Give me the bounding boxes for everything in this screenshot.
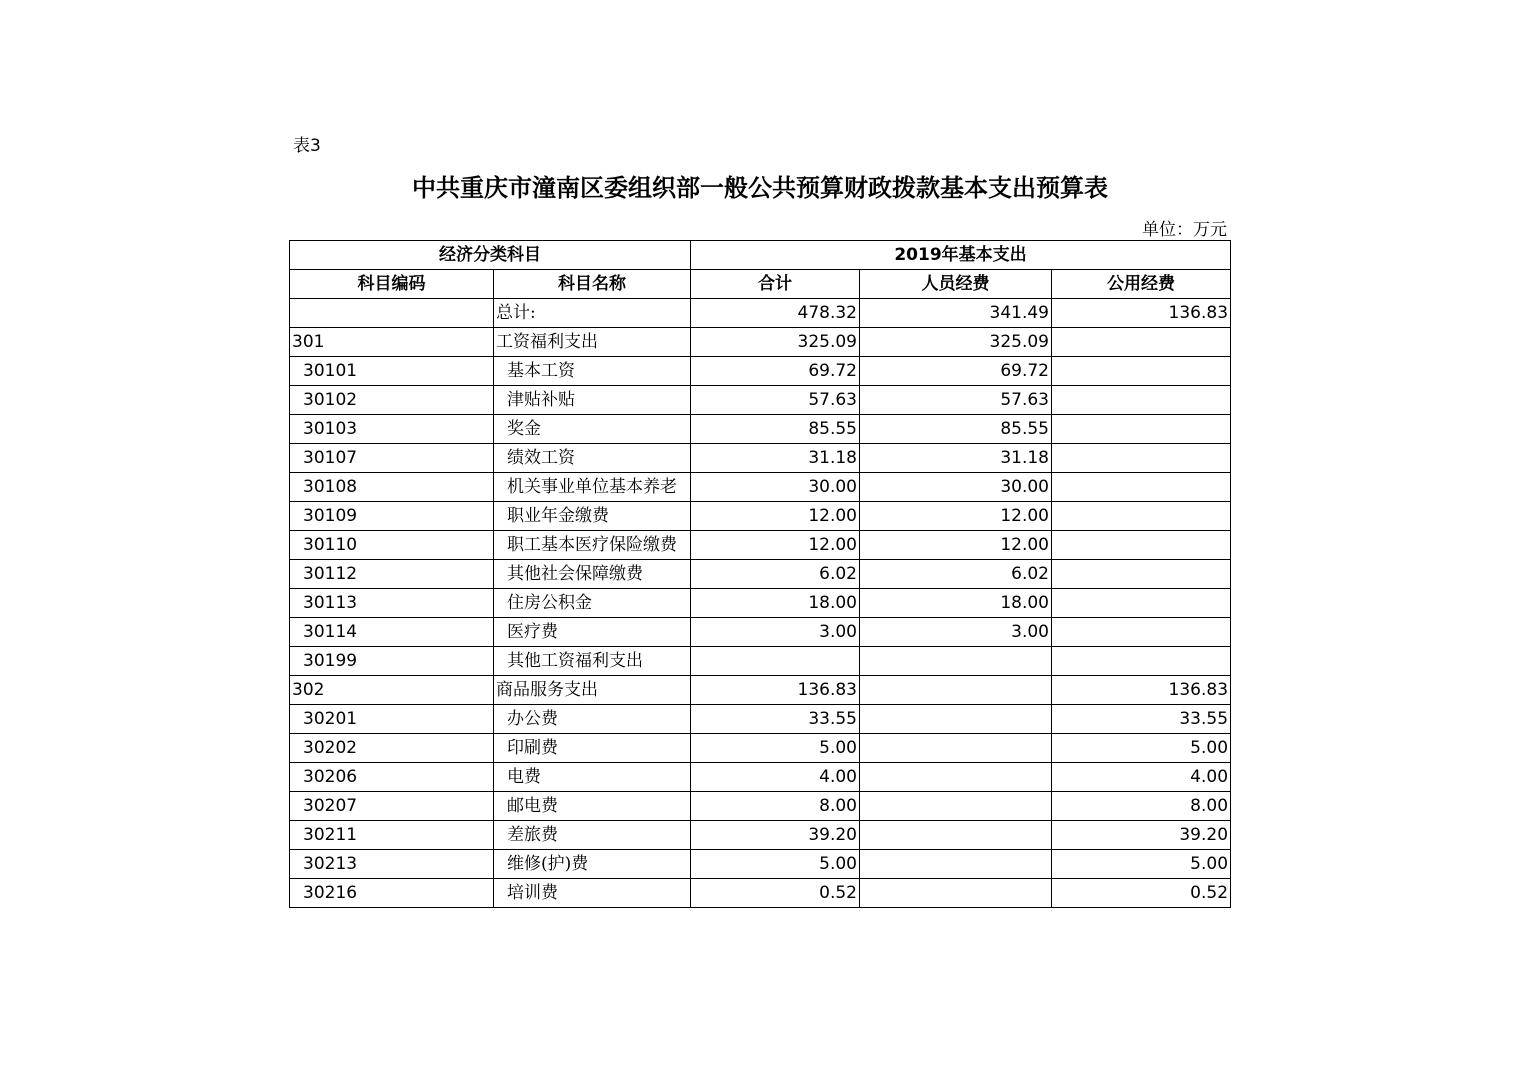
header-economic-classification: 经济分类科目 [290,241,691,270]
table-row [290,647,1231,676]
subject-code-cell: 30216 [290,879,494,908]
public-expense-cell: 136.83 [1052,299,1231,328]
header-column-row [290,270,1231,299]
subject-code-cell [290,299,494,328]
header-subject-name: 科目名称 [494,270,691,299]
total-cell: 12.00 [691,502,860,531]
public-expense-cell [1052,357,1231,386]
table-row [290,531,1231,560]
subject-name-cell: 商品服务支出 [494,676,691,705]
table-row [290,734,1231,763]
total-cell: 18.00 [691,589,860,618]
table-row [290,879,1231,908]
table-number-label: 表3 [293,136,321,156]
personnel-expense-cell [860,792,1052,821]
personnel-expense-cell [860,821,1052,850]
subject-name-cell: 职工基本医疗保险缴费 [494,531,691,560]
public-expense-cell: 39.20 [1052,821,1231,850]
public-expense-cell [1052,502,1231,531]
personnel-expense-cell [860,850,1052,879]
public-expense-cell: 5.00 [1052,850,1231,879]
public-expense-cell: 5.00 [1052,734,1231,763]
total-cell: 5.00 [691,850,860,879]
personnel-expense-cell: 85.55 [860,415,1052,444]
total-cell: 0.52 [691,879,860,908]
subject-code-cell: 302 [290,676,494,705]
subject-code-cell: 30201 [290,705,494,734]
public-expense-cell [1052,444,1231,473]
subject-code-cell: 30107 [290,444,494,473]
subject-code-cell: 30110 [290,531,494,560]
header-public-expense: 公用经费 [1052,270,1231,299]
public-expense-cell: 8.00 [1052,792,1231,821]
total-cell [691,647,860,676]
subject-code-cell: 30101 [290,357,494,386]
subject-name-cell: 绩效工资 [494,444,691,473]
public-expense-cell [1052,618,1231,647]
table-row [290,299,1231,328]
subject-code-cell: 30102 [290,386,494,415]
table-row [290,357,1231,386]
personnel-expense-cell: 6.02 [860,560,1052,589]
public-expense-cell [1052,386,1231,415]
total-cell: 325.09 [691,328,860,357]
header-personnel-expense: 人员经费 [860,270,1052,299]
public-expense-cell [1052,531,1231,560]
subject-name-cell: 差旅费 [494,821,691,850]
total-cell: 478.32 [691,299,860,328]
total-cell: 8.00 [691,792,860,821]
public-expense-cell: 0.52 [1052,879,1231,908]
subject-code-cell: 30103 [290,415,494,444]
unit-label: 单位：万元 [1142,220,1227,240]
personnel-expense-cell: 341.49 [860,299,1052,328]
subject-code-cell: 30213 [290,850,494,879]
subject-name-cell: 其他社会保障缴费 [494,560,691,589]
total-cell: 33.55 [691,705,860,734]
subject-code-cell: 30109 [290,502,494,531]
personnel-expense-cell [860,676,1052,705]
table-row [290,821,1231,850]
personnel-expense-cell: 12.00 [860,502,1052,531]
subject-code-cell: 30206 [290,763,494,792]
public-expense-cell [1052,415,1231,444]
table-row [290,415,1231,444]
total-cell: 39.20 [691,821,860,850]
table-row [290,763,1231,792]
subject-name-cell: 维修(护)费 [494,850,691,879]
subject-name-cell: 住房公积金 [494,589,691,618]
personnel-expense-cell: 18.00 [860,589,1052,618]
subject-name-cell: 电费 [494,763,691,792]
table-row [290,850,1231,879]
subject-name-cell: 机关事业单位基本养老 [494,473,691,502]
table-row [290,473,1231,502]
personnel-expense-cell [860,705,1052,734]
table-row [290,705,1231,734]
personnel-expense-cell: 31.18 [860,444,1052,473]
total-cell: 5.00 [691,734,860,763]
total-cell: 12.00 [691,531,860,560]
public-expense-cell [1052,473,1231,502]
personnel-expense-cell: 3.00 [860,618,1052,647]
subject-code-cell: 301 [290,328,494,357]
personnel-expense-cell [860,879,1052,908]
public-expense-cell [1052,589,1231,618]
header-subject-code: 科目编码 [290,270,494,299]
subject-code-cell: 30207 [290,792,494,821]
total-cell: 69.72 [691,357,860,386]
personnel-expense-cell: 57.63 [860,386,1052,415]
table-row [290,328,1231,357]
subject-name-cell: 奖金 [494,415,691,444]
table-row [290,792,1231,821]
total-cell: 85.55 [691,415,860,444]
personnel-expense-cell: 325.09 [860,328,1052,357]
subject-name-cell: 医疗费 [494,618,691,647]
table-row [290,589,1231,618]
total-cell: 6.02 [691,560,860,589]
table-row [290,560,1231,589]
page-title: 中共重庆市潼南区委组织部一般公共预算财政拨款基本支出预算表 [412,174,1108,202]
total-cell: 3.00 [691,618,860,647]
budget-table [289,240,1231,908]
total-cell: 57.63 [691,386,860,415]
subject-code-cell: 30112 [290,560,494,589]
subject-code-cell: 30202 [290,734,494,763]
public-expense-cell [1052,328,1231,357]
header-group-row [290,241,1231,270]
personnel-expense-cell [860,647,1052,676]
total-cell: 4.00 [691,763,860,792]
personnel-expense-cell: 30.00 [860,473,1052,502]
subject-name-cell: 印刷费 [494,734,691,763]
personnel-expense-cell: 12.00 [860,531,1052,560]
table-row [290,386,1231,415]
subject-code-cell: 30108 [290,473,494,502]
subject-name-cell: 邮电费 [494,792,691,821]
total-cell: 30.00 [691,473,860,502]
subject-code-cell: 30114 [290,618,494,647]
subject-code-cell: 30199 [290,647,494,676]
personnel-expense-cell: 69.72 [860,357,1052,386]
public-expense-cell: 136.83 [1052,676,1231,705]
header-total: 合计 [691,270,860,299]
subject-name-cell: 基本工资 [494,357,691,386]
public-expense-cell [1052,647,1231,676]
table-row [290,618,1231,647]
table-row [290,502,1231,531]
public-expense-cell: 33.55 [1052,705,1231,734]
personnel-expense-cell [860,763,1052,792]
subject-name-cell: 工资福利支出 [494,328,691,357]
personnel-expense-cell [860,734,1052,763]
total-cell: 136.83 [691,676,860,705]
table-row [290,676,1231,705]
subject-name-cell: 总计: [494,299,691,328]
public-expense-cell [1052,560,1231,589]
subject-name-cell: 津贴补贴 [494,386,691,415]
public-expense-cell: 4.00 [1052,763,1231,792]
header-basic-expenditure-2019: 2019年基本支出 [691,241,1231,270]
total-cell: 31.18 [691,444,860,473]
table-row [290,444,1231,473]
subject-name-cell: 其他工资福利支出 [494,647,691,676]
subject-name-cell: 职业年金缴费 [494,502,691,531]
subject-code-cell: 30211 [290,821,494,850]
subject-name-cell: 办公费 [494,705,691,734]
subject-name-cell: 培训费 [494,879,691,908]
subject-code-cell: 30113 [290,589,494,618]
